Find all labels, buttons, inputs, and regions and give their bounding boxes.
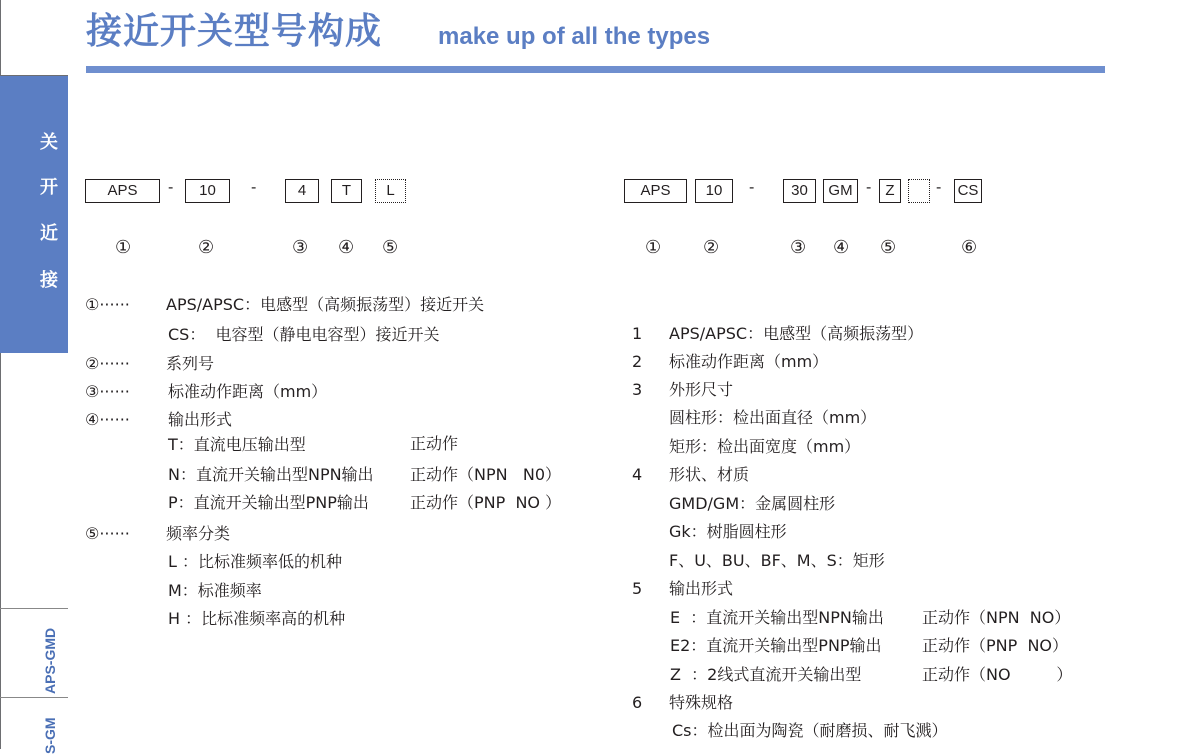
code-separator: - bbox=[936, 179, 942, 196]
code-position-number: ④ bbox=[338, 237, 355, 258]
code-box: APS bbox=[624, 179, 687, 203]
desc-number: 6 bbox=[632, 693, 643, 712]
desc-text: 正动作（NO ） bbox=[922, 665, 1073, 684]
page-title: 接近开关型号构成 bbox=[86, 11, 383, 52]
desc-text: P：直流开关输出型PNP输出 bbox=[168, 493, 369, 512]
desc-text: N：直流开关输出型NPN输出 bbox=[168, 465, 374, 484]
desc-text: 正动作（PNP NO ） bbox=[410, 493, 562, 512]
desc-text: 频率分类 bbox=[166, 524, 231, 543]
desc-number: 1 bbox=[632, 324, 643, 343]
code-box: APS bbox=[85, 179, 160, 203]
code-box bbox=[908, 179, 930, 203]
code-position-number: ③ bbox=[790, 237, 807, 258]
desc-text: 正动作（PNP NO） bbox=[922, 636, 1069, 655]
page-subtitle: make up of all the types bbox=[438, 23, 711, 50]
code-separator: - bbox=[749, 179, 755, 196]
side-model-label: APS-GMD bbox=[42, 627, 58, 694]
code-box: CS bbox=[954, 179, 982, 203]
code-box: 4 bbox=[285, 179, 319, 203]
code-box: 10 bbox=[185, 179, 230, 203]
title-underline-bar bbox=[86, 66, 1105, 73]
desc-number: 4 bbox=[632, 465, 643, 484]
desc-text: F、U、BU、BF、M、S：矩形 bbox=[669, 551, 885, 570]
desc-text: 标准动作距离（mm） bbox=[168, 382, 328, 401]
desc-text: 输出形式 bbox=[168, 410, 233, 429]
code-position-number: ③ bbox=[292, 237, 309, 258]
desc-text: 正动作（NPN NO） bbox=[922, 608, 1071, 627]
code-box: GM bbox=[823, 179, 858, 203]
desc-marker: ⑤······ bbox=[85, 524, 130, 543]
code-box: L bbox=[375, 179, 406, 203]
desc-text: Cs：检出面为陶瓷（耐磨损、耐飞溅） bbox=[672, 721, 948, 740]
desc-text: 正动作 bbox=[410, 434, 459, 453]
code-box: 30 bbox=[783, 179, 816, 203]
code-position-number: ⑤ bbox=[880, 237, 897, 258]
code-separator: - bbox=[866, 179, 872, 196]
code-separator: - bbox=[168, 179, 174, 196]
desc-marker: ③······ bbox=[85, 382, 130, 401]
side-divider bbox=[0, 608, 68, 609]
desc-number: 3 bbox=[632, 380, 643, 399]
desc-text: CS： 电容型（静电电容型）接近开关 bbox=[168, 325, 440, 344]
desc-marker: ④······ bbox=[85, 410, 130, 429]
code-position-number: ① bbox=[115, 237, 132, 258]
code-box: T bbox=[331, 179, 362, 203]
side-tab-char: 关 bbox=[40, 132, 58, 153]
side-divider bbox=[0, 697, 68, 698]
code-position-number: ② bbox=[703, 237, 720, 258]
code-box: 10 bbox=[695, 179, 733, 203]
desc-text: 形状、材质 bbox=[669, 465, 750, 484]
desc-text: 标准动作距离（mm） bbox=[669, 352, 829, 371]
desc-text: APS/APSC：电感型（高频振荡型） bbox=[669, 324, 924, 343]
desc-text: 系列号 bbox=[166, 354, 215, 373]
code-position-number: ⑤ bbox=[382, 237, 399, 258]
desc-text: 圆柱形：检出面直径（mm） bbox=[669, 408, 877, 427]
desc-text: Z ：2线式直流开关输出型 bbox=[670, 665, 862, 684]
desc-text: L ：比标准频率低的机种 bbox=[168, 552, 343, 571]
desc-number: 5 bbox=[632, 579, 643, 598]
code-separator: - bbox=[251, 179, 257, 196]
desc-marker: ①······ bbox=[85, 295, 130, 314]
desc-text: E ：直流开关输出型NPN输出 bbox=[670, 608, 884, 627]
side-model-label: S-GM bbox=[42, 717, 58, 754]
code-position-number: ① bbox=[645, 237, 662, 258]
code-position-number: ② bbox=[198, 237, 215, 258]
desc-text: E2：直流开关输出型PNP输出 bbox=[670, 636, 882, 655]
desc-text: APS/APSC：电感型（高频振荡型）接近开关 bbox=[166, 295, 485, 314]
desc-text: M：标准频率 bbox=[168, 581, 262, 600]
desc-text: Gk：树脂圆柱形 bbox=[669, 522, 787, 541]
code-position-number: ⑥ bbox=[961, 237, 978, 258]
side-category-tab bbox=[0, 75, 68, 353]
desc-text: 矩形：检出面宽度（mm） bbox=[669, 437, 861, 456]
desc-text: T：直流电压输出型 bbox=[168, 435, 306, 454]
desc-text: 正动作（NPN N0） bbox=[410, 465, 561, 484]
desc-text: 外形尺寸 bbox=[669, 380, 734, 399]
desc-text: H ：比标准频率高的机种 bbox=[168, 609, 346, 628]
desc-number: 2 bbox=[632, 352, 643, 371]
side-tab-char: 近 bbox=[40, 223, 58, 244]
desc-marker: ②······ bbox=[85, 354, 130, 373]
side-tab-char: 接 bbox=[40, 270, 58, 291]
desc-text: GMD/GM：金属圆柱形 bbox=[669, 494, 836, 513]
desc-text: 特殊规格 bbox=[669, 693, 734, 712]
code-position-number: ④ bbox=[833, 237, 850, 258]
code-box: Z bbox=[879, 179, 901, 203]
desc-text: 输出形式 bbox=[669, 579, 734, 598]
side-tab-char: 开 bbox=[40, 177, 58, 198]
